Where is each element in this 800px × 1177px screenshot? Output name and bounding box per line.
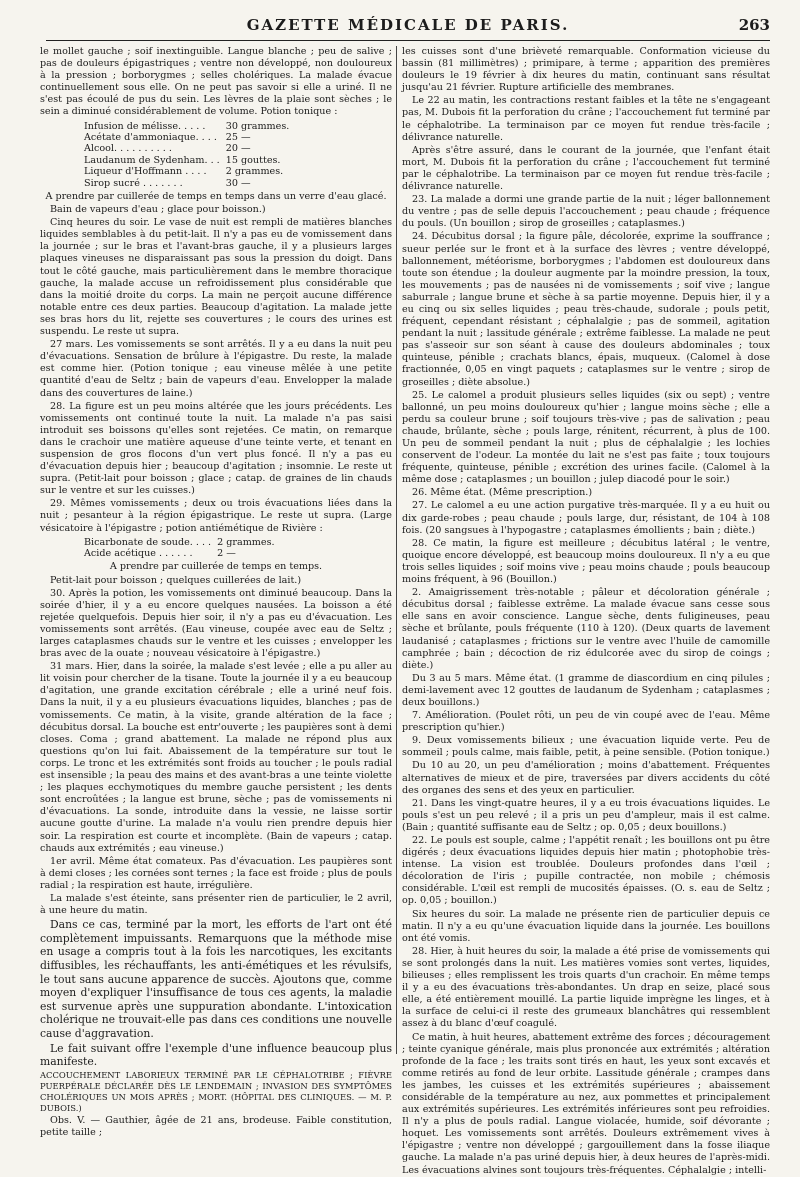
journal-title: GAZETTE MÉDICALE DE PARIS.: [246, 16, 570, 34]
paragraph: le mollet gauche ; soif inextinguible. Langue blanche ; peu de salive ; pas de douleurs épigastriques ; ventre non développé, non douloureux à la pression ; borborygmes ; selles cholériques. La malade évacue continuellement sous elle. On ne peut pas savoir si elle a uriné. Il ne s'est pas écoulé de pus du sein. Les lèvres de la plaie sont sèches ; le sein a diminué considérablement de volume. Potion tonique :: [40, 46, 392, 118]
page-header: [46, 14, 770, 41]
paragraph: Du 3 au 5 mars. Même état. (1 gramme de diascordium en cinq pilules ; demi-lavement avec 12 gouttes de laudanum de Sydenham ; cataplasmes ; deux bouillons.): [402, 672, 770, 708]
ingredient-quantity: 2 —: [217, 548, 236, 560]
paragraph: Obs. V. — Gauthier, âgée de 21 ans, brodeuse. Faible constitution, petite taille ;: [40, 1114, 392, 1138]
ingredient-quantity: 20 —: [225, 143, 251, 155]
prescription-table: [84, 121, 295, 189]
paragraph: 24. Décubitus dorsal ; la figure pâle, décolorée, exprime la souffrance ; sueur perlée sur le front et à la surface des lèvres ; ventre développé, ballonnement, météorisme, borborygmes ; l'abdomen est douloureux dans toute son étendue ; la douleur augmente par la moindre pression, la toux, les mouvements ; pas de nausées ni de vomissements ; soif vive ; langue saburrale ; langue brune et sèche à sa partie moyenne. Depuis hier, il y a eu cinq ou six selles liquides ; peau très-chaude, sudorale ; pouls petit, fréquent, cependant résistant ; céphalalgie ; pas de sommeil, agitation pendant la nuit ; lassitude générale ; extrême faiblesse. La malade ne peut pas s'asseoir sur son séant à cause des douleurs abdominales ; toux quinteuse, pénible ; crachats blancs, épais, muqueux. (Calomel à dose fractionnée, 0,05 en vingt paquets ; cataplasmes sur le ventre ; sirop de groseilles ; diète absolue.): [402, 231, 770, 388]
ingredient-quantity: 30 grammes.: [225, 120, 290, 132]
paragraph: 9. Deux vomissements bilieux ; une évacuation liquide verte. Peu de sommeil ; pouls calme, mais faible, petit, à peine sensible. (Potion tonique.): [402, 735, 770, 759]
ingredient-name: Alcool. . . . . . . . . .: [84, 143, 172, 155]
ingredient-quantity: 2 grammes.: [217, 536, 275, 548]
case-heading: ACCOUCHEMENT LABORIEUX TERMINÉ PAR LE CÉPHALOTRIBE ; FIÈVRE PUERPÉRALE DÉCLARÉE DÈS LE LENDEMAIN ; INVASION DES SYMPTÔMES CHOLÉRIQUES UN MOIS APRÈS ; MORT. (HÔPITAL DES CLINIQUES. — M. P. DUBOIS.): [40, 1069, 392, 1113]
paragraph: 28. Hier, à huit heures du soir, la malade a été prise de vomissements qui se sont prolongés dans la nuit. Les matières vomies sont vertes, liquides, bilieuses ; elles remplissent les trois quarts d'un crachoir. En même temps il y a eu des évacuations très-abondantes. Un drap en seize, placé sous elle, a été entièrement mouillé. La partie liquide imprègne les linges, et à la surface de celui-ci il reste des grumeaux blanchâtres qui ressemblent assez à du blanc d'œuf coagulé.: [402, 945, 770, 1030]
paragraph: Petit-lait pour boisson ; quelques cuillerées de lait.): [50, 574, 302, 586]
paragraph: 26. Même état. (Même prescription.): [412, 487, 593, 499]
paragraph: Six heures du soir. La malade ne présente rien de particulier depuis ce matin. Il n'y a eu qu'une évacuation liquide dans la journée. Les bouillons ont été vomis.: [402, 908, 770, 944]
ingredient-name: Acide acétique . . . . . .: [84, 548, 193, 560]
ingredient-name: Sirop sucré . . . . . . .: [84, 177, 183, 189]
paragraph: 21. Dans les vingt-quatre heures, il y a eu trois évacuations liquides. Le pouls s'est un peu relevé ; il a pris un peu d'ampleur, mais il est calme. (Bain ; quantité suffisante eau de Seltz ; op. 0,05 ; deux bouillons.): [402, 797, 770, 833]
prescription-row: [84, 548, 281, 559]
prescription-row: [84, 537, 281, 548]
prescription-row: [84, 178, 295, 189]
ingredient-name: Liqueur d'Hoffmann . . . .: [84, 166, 207, 178]
paragraph: Ce matin, à huit heures, abattement extrême des forces ; découragement ; teinte cyanique générale, mais plus prononcée aux extrémités ; altération profonde de la face ; les traits sont tirés en haut, les yeux sont excavés et comme retirés au fond de leur orbite. Lassitude générale ; crampes dans les jambes, les cuisses et les extrémités supérieures ; abaissement considérable de la température au nez, aux pommettes et principalement aux extrémités supérieures. Les extrémités inférieures sont peu refroidies. Il n'y a plus de pouls radial. Langue violacée, humide, soif dévorante ; hoquet. Les vomissements sont arrêtés. Douleurs extrêmement vives à l'épigastre ; ventre non développé ; gargouillement dans la fosse iliaque gauche. La malade n'a pas uriné depuis hier, à deux heures de l'après-midi. Les évacuations alvines sont toujours très-fréquentes. Céphalalgie ; intelli-: [402, 1031, 770, 1176]
prescription-table: [84, 537, 281, 560]
prescription-row: [84, 166, 295, 177]
paragraph: 27 mars. Les vomissements se sont arrêtés. Il y a eu dans la nuit peu d'évacuations. Sensation de brûlure à l'épigastre. Du reste, la malade est comme hier. (Potion tonique ; eau vineuse mêlée à une petite quantité d'eau de Seltz ; bain de vapeurs d'eau. Envelopper la malade dans des couvertures de laine.): [40, 339, 392, 399]
paragraph: 2. Amaigrissement très-notable ; pâleur et décoloration générale ; décubitus dorsal ; faiblesse extrême. La malade évacue sans cesse sous elle sans en avoir conscience. Langue sèche, dents fuligineuses, peau sèche et brûlante, pouls fréquente (110 à 120). (Deux quarts de lavement laudanisé ; cataplasmes ; frictions sur le ventre avec l'huile de camomille camphrée ; bain ; décoction de riz édulcorée avec du sirop de coings ; diète.): [402, 587, 770, 671]
commentary-paragraph: Dans ce cas, terminé par la mort, les efforts de l'art ont été complètement impuissants. Remarquons que la méthode mise en usage a compris tout à la fois les narcotiques, les excitants diffusibles, les réchauffants, les anti-émétiques et les révulsifs, le tout sans aucune apparence de succès. Ajoutons que, comme moyen d'expliquer l'insuffisance de tous ces agents, la maladie est survenue après une suppuration abondante. L'intoxication cholérique ne trouvait-elle pas dans ces conditions une nouvelle cause d'aggravation.: [40, 918, 392, 1040]
ingredient-name: Acétate d'ammoniaque. . . .: [84, 131, 217, 143]
paragraph: 27. Le calomel a eu une action purgative très-marquée. Il y a eu huit ou dix garde-robes ; peau chaude ; pouls large, dur, résistant, de 104 à 108 fois. (20 sangsues à l'hypogastre ; cataplasmes émollients ; bain ; diète.): [402, 500, 770, 536]
column-divider: [396, 46, 397, 1054]
prescription-row: [84, 155, 295, 166]
paragraph: La malade s'est éteinte, sans présenter rien de particulier, le 2 avril, à une heure du matin.: [40, 892, 392, 917]
ingredient-quantity: 30 —: [225, 177, 251, 189]
prescription-row: [84, 132, 295, 143]
ingredient-name: Laudanum de Sydenham. . .: [84, 154, 220, 166]
paragraph: Après s'être assuré, dans le courant de la journée, que l'enfant était mort, M. Dubois fit la perforation du crâne ; l'accouchement fut terminé par le céphalotribe. La terminaison par ce moyen fut rendue très-facile ; délivrance naturelle.: [402, 144, 770, 193]
commentary-paragraph: Le fait suivant offre l'exemple d'une influence beaucoup plus manifeste.: [40, 1041, 392, 1069]
paragraph: 28. Ce matin, la figure est meilleure ; décubitus latéral ; le ventre, quoique encore développé, est beaucoup moins douloureux. Il n'y a eu que trois selles liquides ; soif moins vive ; peau moins chaude ; pouls beaucoup moins fréquent, à 96 (Bouillon.): [402, 537, 770, 586]
paragraph: 22. Le pouls est souple, calme ; l'appétit renaît ; les bouillons ont pu être digérés ; deux évacuations liquides depuis hier matin ; photophobie très-intense. La vision est troublée. Douleurs profondes dans l'œil ; décoloration de l'iris ; pupille contractée, non mobile ; chémosis considérable. L'œil est rempli de mucosités épaisses. (O. s. eau de Seltz ; op. 0,05 ; bouillon.): [402, 835, 770, 907]
paragraph: A prendre par cuillerée de temps en temps.: [109, 561, 323, 573]
paragraph: 28. La figure est un peu moins altérée que les jours précédents. Les vomissements ont continué toute la nuit. La malade n'a pas saisi introduit ses boissons qu'elles sont rejetées. Ce matin, on remarque dans le crachoir une matière aqueuse d'une teinte verte, et tenant en suspension de gros flocons d'un vert plus foncé. Il n'y a pas eu d'évacuation depuis hier ; beaucoup d'agitation ; insomnie. Le reste ut supra. (Petit-lait pour boisson ; glace ; catap. de graines de lin chauds sur le ventre et sur les cuisses.): [40, 400, 392, 497]
ingredient-quantity: 15 gouttes.: [225, 154, 281, 166]
paragraph: 7. Amélioration. (Poulet rôti, un peu de vin coupé avec de l'eau. Même prescription qu'hier.): [402, 710, 770, 734]
prescription-row: [84, 143, 295, 154]
paragraph: 31 mars. Hier, dans la soirée, la malade s'est levée ; elle a pu aller au lit voisin pour chercher de la tisane. Toute la journée il y a eu beaucoup d'agitation, une grande excitation cérébrale ; elle a uriné neuf fois. Dans la nuit, il y a eu plusieurs évacuations liquides, blanches ; pas de vomissements. Ce matin, à la visite, grande altération de la face ; décubitus dorsal. La bouche est entr'ouverte ; les paupières sont à demi closes. Coma ; grand abattement. La malade ne répond plus aux questions qu'on lui fait. Abaissement de la température sur tout le corps. Le tronc et les extrémités sont froids au toucher ; le pouls radial est insensible ; la peau des mains et des avant-bras a une teinte violette ; les plaques ecchymotiques du membre gauche persistent ; les dents sont encroûtées ; la langue est brune, sèche ; pas de vomissements ni d'évacuations. La sonde, introduite dans la vessie, ne laisse sortir aucune goutte d'urine. La malade n'a voulu rien prendre depuis hier soir. La respiration est courte et incomplète. (Bain de vapeurs ; catap. chauds aux extrémités ; eau vineuse.): [40, 661, 392, 854]
paragraph: Le 22 au matin, les contractions restant faibles et la tête ne s'engageant pas, M. Dubois fit la perforation du crâne ; l'accouchement fut terminé par le céphalotribe. La terminaison par ce moyen fut rendue très-facile ; délivrance naturelle.: [402, 95, 770, 143]
ingredient-quantity: 25 —: [225, 131, 251, 143]
ingredient-name: Infusion de mélisse. . . . .: [84, 120, 206, 132]
ingredient-name: Bicarbonate de soude. . . .: [84, 536, 212, 548]
paragraph: Cinq heures du soir. Le vase de nuit est rempli de matières blanches liquides semblables à du petit-lait. Il n'y a pas eu de vomissement dans la journée ; sur le bras et l'avant-bras gauche, il y a plusieurs larges plaques vineuses ne disparaissant pas sous la pression du doigt. Dans tout le côté gauche, mais particulièrement dans le membre thoracique gauche, la malade accuse un refroidissement plus considérable que dans la moitié droite du corps. La main ne perçoit aucune différence notable entre ces deux parties. Beaucoup d'agitation. La malade jette ses bras hors du lit, rejette ses couvertures ; le cours des urines est suspendu. Le reste ut supra.: [40, 217, 392, 338]
paragraph: 30. Après la potion, les vomissements ont diminué beaucoup. Dans la soirée d'hier, il y a eu encore quelques nausées. La boisson a été rejetée quelquefois. Depuis hier soir, il n'y a pas eu d'évacuation. Les vomissements sont arrêtés. (Eau vineuse, coupée avec eau de Seltz ; larges cataplasmes chauds sur le ventre et les cuisses ; envelopper les bras avec de la ouate ; nouveau vésicatoire à l'épigastre.): [40, 587, 392, 660]
paragraph: les cuisses sont d'une brièveté remarquable. Conformation vicieuse du bassin (81 millimètres) ; primipare, à terme ; apparition des premières douleurs le 19 février à dix heures du matin, continuant sans résultat jusqu'au 21 février. Rupture artificielle des membranes.: [402, 46, 770, 94]
paragraph: 1er avril. Même état comateux. Pas d'évacuation. Les paupières sont à demi closes ; les cornées sont ternes ; la face est froide ; plus de pouls radial ; la respiration est haute, irrégulière.: [40, 855, 393, 891]
left-column: [40, 46, 393, 1138]
paragraph: A prendre par cuillerée de temps en temps dans un verre d'eau glacé.: [45, 191, 387, 202]
right-column: [402, 46, 770, 1176]
paragraph: 25. Le calomel a produit plusieurs selles liquides (six ou sept) ; ventre ballonné, un peu moins douloureux qu'hier ; langue moins sèche ; elle a perdu sa couleur brune ; soif toujours très-vive ; pas de salivation ; peau chaude, brûlante, sèche ; pouls large, rénitent, récurrent, à plus de 100. Un peu de sommeil pendant la nuit ; plus de céphalalgie ; les lochies conservent de l'odeur. La montée du lait ne s'est pas faite ; toux toujours fréquente, quinteuse, pénible ; excrétion des urines facile. (Calomel à la même dose ; cataplasmes ; un bouillon ; julep diacodé pour le soir.): [402, 389, 770, 486]
paragraph: Bain de vapeurs d'eau ; glace pour boisson.): [50, 204, 266, 216]
paragraph: Du 10 au 20, un peu d'amélioration ; moins d'abattement. Fréquentes alternatives de mieux et de pire, traversées par divers accidents du côté des organes des sens et des yeux en particulier.: [402, 760, 770, 796]
page-number: 263: [738, 16, 770, 34]
paragraph: 23. La malade a dormi une grande partie de la nuit ; léger ballonnement du ventre ; pas de selle depuis l'accouchement ; peau chaude ; fréquence du pouls. (Un bouillon ; sirop de groseilles ; cataplasmes.): [402, 194, 770, 230]
ingredient-quantity: 2 grammes.: [225, 166, 284, 178]
prescription-row: [84, 121, 295, 132]
paragraph: 29. Mêmes vomissements ; deux ou trois évacuations liées dans la nuit ; pesanteur à la région épigastrique. Le reste ut supra. (Large vésicatoire à l'épigastre ; potion antiémétique de Rivière :: [40, 498, 392, 534]
